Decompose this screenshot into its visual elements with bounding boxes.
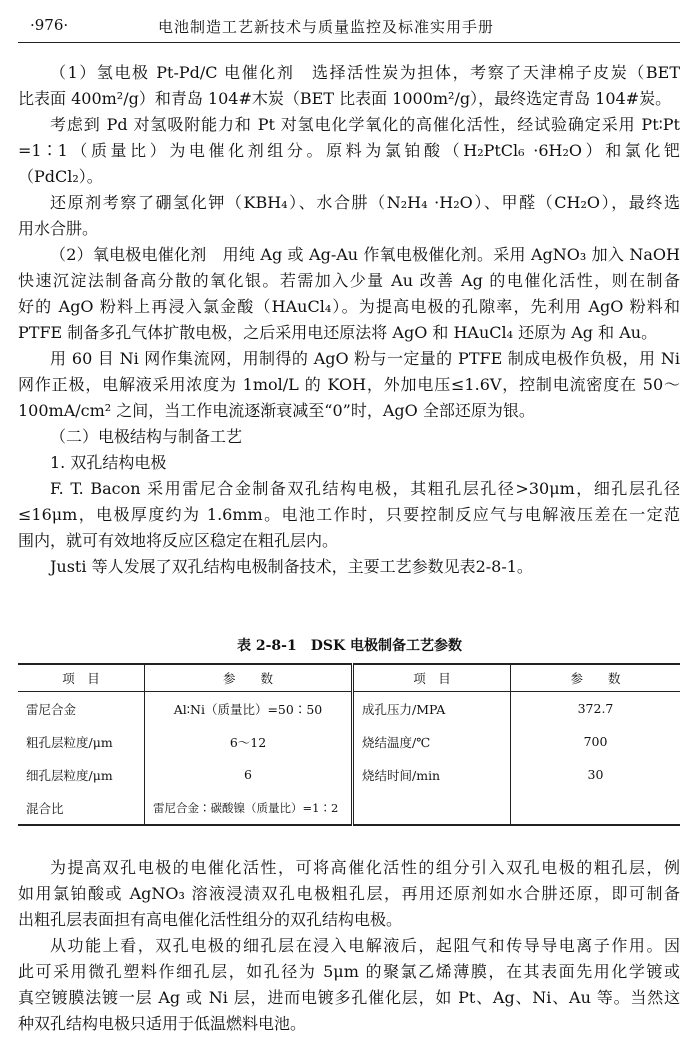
running-title: 电池制造工艺新技术与质量监控及标准实用手册: [158, 18, 495, 36]
text-line: （1）氢电极 Pt-Pd/C 电催化剂 选择活性炭为担体，考察了天津棉子皮炭（BET: [50, 63, 680, 82]
table-cell: 雷尼合金∶碳酸镍（质量比）=1∶2: [145, 791, 353, 825]
table-row: [18, 725, 680, 758]
table-row: [18, 758, 680, 791]
text-line: 围内，就可有效地将反应区稳定在粗孔层内。: [18, 531, 339, 550]
text-line: =1∶1（质量比）为电催化剂组分。原料为氯铂酸（H₂PtCl₆ ·6H₂O）和氯化钯: [18, 141, 680, 160]
text-line: 种双孔结构电极只适用于低温燃料电池。: [18, 1014, 307, 1033]
table-cell: 粗孔层粒度/μm: [18, 725, 145, 758]
text-line: 如用氯铂酸或 AgNO₃ 溶液浸渍双孔电极粗孔层，再用还原剂如水合肼还原，即可制备: [18, 884, 680, 903]
column-header: 项 目: [18, 664, 145, 692]
text-line: （2）氧电极电催化剂 用纯 Ag 或 Ag-Au 作氧电极催化剂。采用 AgNO₃ 加入 NaOH: [50, 245, 680, 264]
text-line: 为提高双孔电极的电催化活性，可将高催化活性的组分引入双孔电极的粗孔层，例: [50, 858, 680, 877]
header-rule: [18, 42, 680, 43]
parameter-table: [18, 663, 680, 826]
text-line: ≤16μm，电极厚度约为 1.6mm。电池工作时，只要控制反应气与电解液压差在一定范: [18, 505, 680, 524]
text-line: 用水合肼。: [18, 219, 99, 238]
table-cell: [353, 791, 511, 825]
column-header: 项 目: [353, 664, 511, 692]
text-line: 100mA/cm² 之间，当工作电流逐渐衰减至“0”时，AgO 全部还原为银。: [18, 401, 535, 420]
text-line: PTFE 制备多孔气体扩散电极，之后采用电还原法将 AgO 和 HAuCl₄ 还原为 Ag 和 Au。: [18, 323, 658, 342]
table-cell: 雷尼合金: [18, 692, 145, 726]
text-line: 好的 AgO 粉料上再浸入氯金酸（HAuCl₄）。为提高电极的孔隙率，先利用 AgO 粉料和: [18, 297, 680, 316]
body-text-upper: [18, 60, 680, 580]
table-cell: 烧结温度/℃: [353, 725, 511, 758]
table-cell: 30: [587, 767, 604, 782]
text-line: 还原剂考察了硼氢化钾（KBH₄）、水合肼（N₂H₄ ·H₂O）、甲醛（CH₂O），最终选: [50, 193, 680, 212]
table-header-row: [18, 664, 680, 692]
text-line: F. T. Bacon 采用雷尼合金制备双孔结构电极，其粗孔层孔径>30μm，细孔层孔径: [50, 479, 680, 498]
text-line: （PdCl₂）。: [18, 167, 103, 186]
text-line: 此可采用微孔塑料作细孔层，如孔径为 5μm 的聚氯乙烯薄膜，在其表面先用化学镀或: [18, 962, 680, 981]
table-row: [18, 791, 680, 825]
page-number: ·976·: [30, 16, 69, 34]
table-cell: 细孔层粒度/μm: [18, 758, 145, 791]
column-header: 参 数: [145, 664, 353, 692]
text-line: 用 60 目 Ni 网作集流网，用制得的 AgO 粉与一定量的 PTFE 制成电极作负极，用 Ni: [50, 349, 680, 368]
table-cell: Al∶Ni（质量比）=50∶50: [145, 692, 353, 726]
body-text-lower: [18, 855, 680, 1037]
text-line: 比表面 400m²/g）和青岛 104#木炭（BET 比表面 1000m²/g），最终选定青岛 104#炭。: [18, 89, 672, 108]
text-line: 考虑到 Pd 对氢吸附能力和 Pt 对氢电化学氧化的高催化活性，经试验确定采用 Pt∶Pt: [50, 115, 680, 134]
text-line: 从功能上看，双孔电极的细孔层在浸入电解液后，起阻气和传导导电离子作用。因: [50, 936, 680, 955]
page-header: [18, 14, 680, 44]
table-caption: 表 2-8-1 DSK 电极制备工艺参数: [236, 638, 462, 654]
column-header: 参 数: [511, 664, 681, 692]
section-heading: （二）电极结构与制备工艺: [50, 427, 243, 446]
text-line: Justi 等人发展了双孔结构电极制备技术，主要工艺参数见表2-8-1。: [50, 557, 533, 576]
text-line: 出粗孔层表面担有高电催化活性组分的双孔结构电极。: [18, 910, 403, 929]
table-cell: 700: [583, 734, 608, 749]
text-line: 网作正极，电解液采用浓度为 1mol/L 的 KOH，外加电压≤1.6V，控制电流密度在 50～: [18, 375, 680, 394]
subsection-heading: 1. 双孔结构电极: [50, 453, 167, 472]
table-cell: 372.7: [577, 701, 614, 716]
table-cell: 6: [145, 758, 353, 791]
table-cell: [511, 791, 681, 825]
table-row: [18, 692, 680, 726]
text-line: 快速沉淀法制备高分散的氧化银。若需加入少量 Au 改善 Ag 的电催化活性，则在制备: [18, 271, 680, 290]
table-cell: 混合比: [18, 791, 145, 825]
table-cell: 成孔压力/MPA: [353, 692, 511, 726]
table-cell: 烧结时间/min: [353, 758, 511, 791]
text-line: 真空镀膜法镀一层 Ag 或 Ni 层，进而电镀多孔催化层，如 Pt、Ag、Ni、Au 等。当然这: [18, 988, 680, 1007]
table-cell: 6～12: [145, 725, 353, 758]
